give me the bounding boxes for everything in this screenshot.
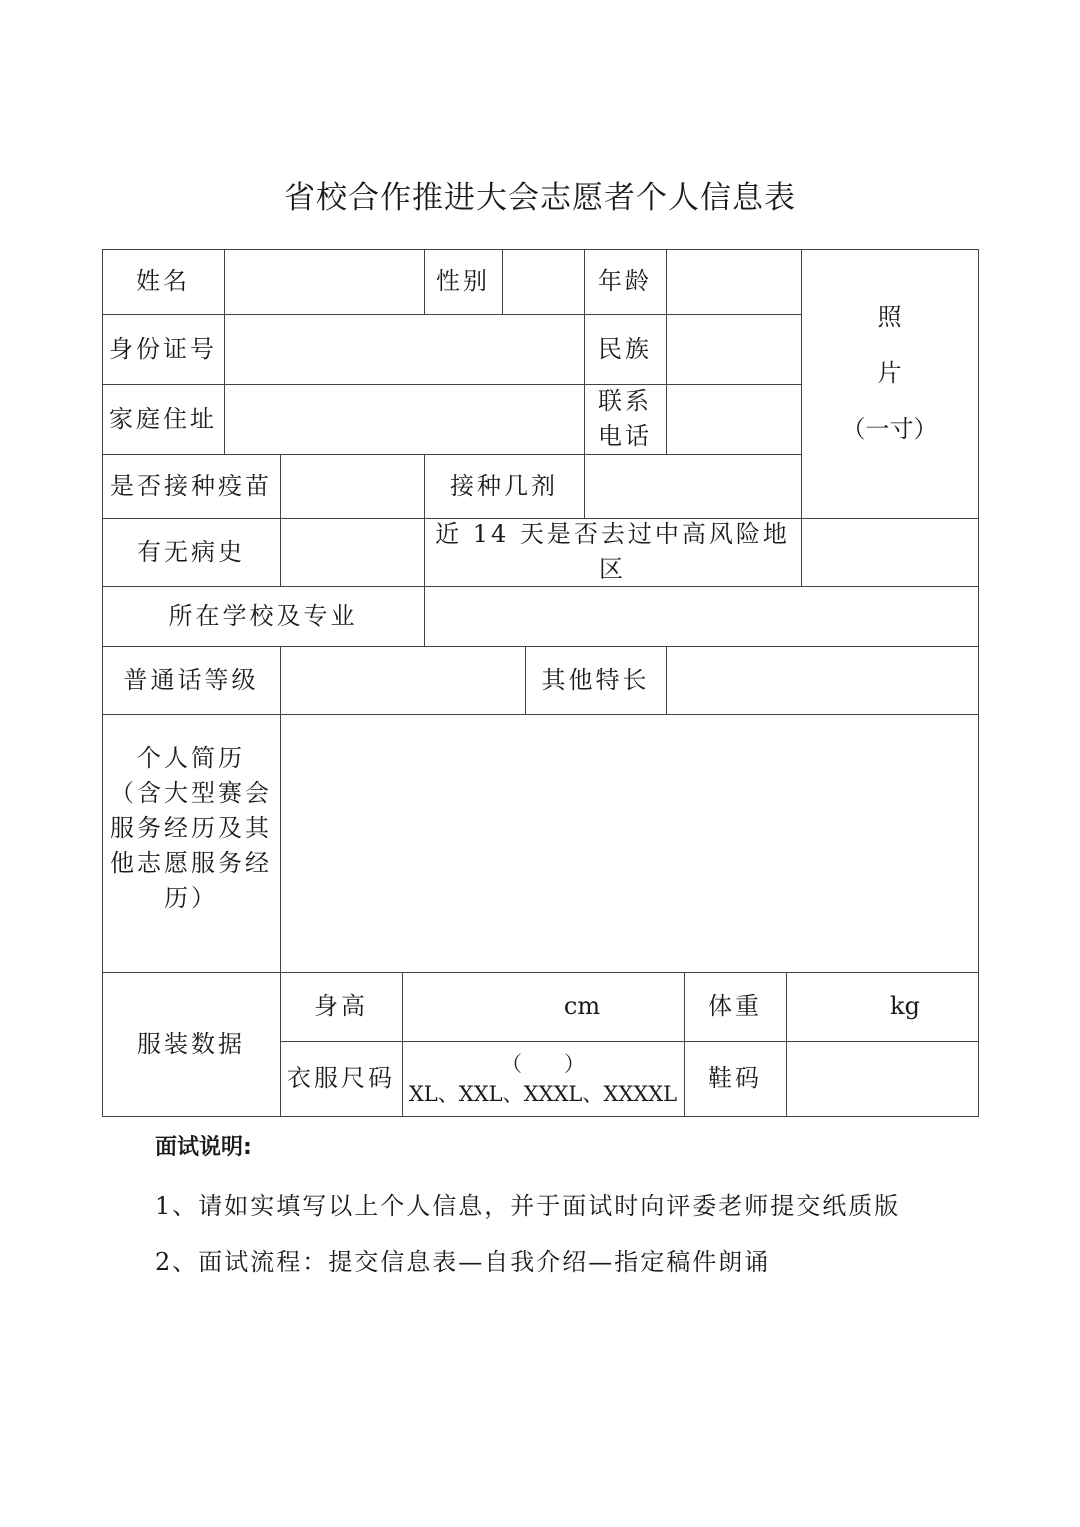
height-unit: cm [563,992,601,1020]
note-item: 1、请如实填写以上个人信息，并于面试时向评委老师提交纸质版 [155,1192,901,1220]
phone-label-line: 电话 [598,422,652,450]
mandarin-level-label: 普通话等级 [123,665,259,694]
resume-label-line: 个人简历 [137,743,245,772]
gender-label: 性别 [436,267,490,295]
phone-field[interactable] [666,384,801,454]
form-title: 省校合作推进大会志愿者个人信息表 [284,180,796,216]
name-field[interactable] [224,249,424,314]
clothing-size-field[interactable] [402,1041,684,1116]
school-label: 所在学校及专业 [168,601,358,630]
shoe-size-label: 鞋码 [708,1064,762,1092]
doses-label: 接种几剂 [450,471,558,500]
weight-unit: kg [890,992,920,1020]
vaccinated-label: 是否接种疫苗 [110,471,272,500]
notes-heading: 面试说明: [155,1135,252,1160]
resume-label-line: 服务经历及其 [110,813,272,842]
resume-label-line: 他志愿服务经 [110,848,272,877]
age-label: 年龄 [598,267,652,295]
photo-size-note: （一寸） [841,414,938,443]
id-number-label: 身份证号 [109,334,217,363]
height-field[interactable] [402,972,684,1041]
id-number-field[interactable] [224,314,584,384]
clothing-size-blank: （ ） [501,1051,585,1076]
weight-label: 体重 [708,992,762,1020]
phone-label [584,384,666,454]
resume-label-line: 历） [164,883,218,912]
shoe-size-field[interactable] [786,1041,978,1116]
age-field[interactable] [666,249,801,314]
clothing-size-options: XL、XXL、XXXL、XXXXL [408,1081,678,1106]
clothing-size-label: 衣服尺码 [287,1064,395,1092]
photo-box[interactable] [801,249,978,518]
address-label: 家庭住址 [109,404,217,433]
photo-label-line: 照 [877,302,902,331]
risk-area-field[interactable] [801,518,978,586]
school-field[interactable] [424,586,978,646]
risk-area-label: 近 14 天是否去过中高风险地区 [435,520,790,583]
skills-field[interactable] [666,646,978,714]
table-border-right [978,249,979,1117]
medical-history-field[interactable] [280,518,424,586]
address-field[interactable] [224,384,584,454]
resume-label-line: （含大型赛会 [110,778,272,807]
resume-label [102,714,280,972]
vaccinated-field[interactable] [280,454,424,518]
height-label: 身高 [314,992,368,1020]
medical-history-label: 有无病史 [137,537,245,566]
resume-field[interactable] [280,714,978,972]
phone-label-line: 联系 [598,387,652,415]
doses-field[interactable] [584,454,801,518]
name-label: 姓名 [136,267,190,295]
weight-field[interactable] [786,972,978,1041]
photo-label-line: 片 [877,358,902,387]
skills-label: 其他特长 [541,665,650,694]
clothing-data-label: 服装数据 [137,1029,245,1058]
mandarin-level-field[interactable] [280,646,525,714]
table-border-bottom [102,1116,979,1117]
gender-field[interactable] [502,249,584,314]
ethnicity-field[interactable] [666,314,801,384]
ethnicity-label: 民族 [598,334,652,363]
note-item: 2、面试流程：提交信息表—自我介绍—指定稿件朗诵 [155,1248,771,1276]
